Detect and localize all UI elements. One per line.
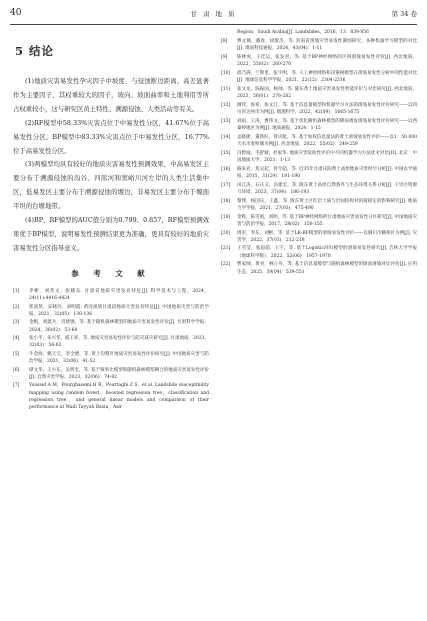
reference-number: [2] xyxy=(13,304,20,310)
reference-item xyxy=(221,54,417,69)
reference-number: [18] xyxy=(221,198,231,204)
reference-text: 牛金海，姚天宝，李全德，等. 黄土沟壑区地质灾害易发性评价研究[J]. 中国地质灾害与防治学报，2021，32(06)：41-52 xyxy=(29,351,209,365)
reference-item xyxy=(221,261,417,276)
reference-text: 金辉，陈雪娟，刘明，等. 基于BP神经网络的甘肃地质灾害易发性分区研究[J]. 中国地质灾害与防治学报，2017，28(02)：150-155 xyxy=(237,214,417,227)
reference-number: [15] xyxy=(221,150,231,156)
reference-text: 王雪莹，张超超，王宇，等. 基于Logistic回归模型的滑坡易发性研究[J]. 吉林大学学报（地球科学版），2022，52(06)：1957-1970 xyxy=(237,246,417,259)
right-column xyxy=(221,29,417,277)
reference-number: [8] xyxy=(221,38,228,44)
reference-number: [19] xyxy=(221,214,231,220)
reference-text: 孟晓捷，董新旺，曾庆航，等. 基于加权信息量法的黄土滑坡易发性评价——以1：50 000天水市麦积城为例[J]. 西北地质，2022，55(02)：249-259 xyxy=(237,134,417,147)
reference-text: 郭富贤，宋晓玲，刘明霞. 黄河流域甘肃段地质灾害发育特征[J]. 中国地质灾害与防治学报，2021，32(05)：130-136 xyxy=(29,304,209,317)
reference-item xyxy=(221,150,417,165)
reference-number: [7] xyxy=(13,383,20,389)
reference-text: 黎博，杨国庆，王鑫，等. 陇东黄土区红层土质与层间结构对斜坡稳定的影响研究[J]. 地质力学学报，2021，27(03)：475-490 xyxy=(237,198,417,211)
reference-number: [13] xyxy=(221,118,231,124)
reference-number: [11] xyxy=(221,86,231,92)
reference-item xyxy=(13,288,209,303)
reference-text: 曹家帅，黄亮，林立舟，等. 基于信息量模型与随机森林模型的陇南滑坡对比评价[J]. 应用生态，2025，39(04)：539-551 xyxy=(237,262,417,275)
reference-item xyxy=(221,38,417,53)
reference-text: 冯碧诚，毛舒城，杜家华. 地质灾害危险性评价中不同机器学习方法优劣对比[D]. 北京：中国地质大学，2021：1-13 xyxy=(237,150,417,163)
reference-number: [10] xyxy=(221,70,231,76)
reference-item xyxy=(13,319,209,334)
reference-text: 张文龙，陈振国，杨帅，等. 陇东黄土地质灾害易发性智能评价与对比研究[J]. 西北地质，2023，56(01)：276-282 xyxy=(237,86,417,99)
reference-item xyxy=(221,245,417,260)
reference-number: [21] xyxy=(221,246,231,252)
reference-item xyxy=(221,86,417,101)
page-number: 40 xyxy=(10,8,22,18)
reference-number: [6] xyxy=(13,367,20,373)
reference-text: 陈林虎，王佳运，张发君，等. 基于BP神经网络的区域滑坡易发性评价[J]. 西北地质，2022，55(02)：260-270 xyxy=(237,54,417,67)
volume-label: 第 34 卷 xyxy=(391,10,417,18)
journal-name: 甘 肃 地 质 xyxy=(190,10,237,18)
reference-text: 周军，李东，刘彬，等. 基于LR-RF模型的滑坡易发性评价——以铜川市耀州区为例[J]. 灾害学，2022，37(03)：212-218 xyxy=(237,230,417,243)
reference-text: Youssef A M，Pourghasemi H R，Pourtaghi Z S，et al. Landslide susceptibility mapping using random forest，boosted regression tree，classification and regression tree，and general linear models and comparison of their performance at Wadi Tayyah Basin，Asir xyxy=(29,383,209,411)
conclusion-paragraph-4: (4)BP、RF模型的AUC值分别为0.799、0.857，RF模型预测效果优于BP模型，说明易发性预测结果更为准确，更具有较好的地质灾害易发性分区指导意义。 xyxy=(13,216,209,252)
reference-item xyxy=(221,166,417,181)
reference-item xyxy=(221,118,417,133)
reference-text: 路来君，焦吴起，曾令超，等. 近35年甘肃庆阳黄土高原地质灾害时空分析[J]. 中国农学通报，2015，31(29)：181-190 xyxy=(237,166,417,179)
reference-number: [12] xyxy=(221,102,231,108)
reference-number: [16] xyxy=(221,166,231,172)
reference-number: [14] xyxy=(221,134,231,140)
running-header xyxy=(10,8,417,22)
reference-item xyxy=(221,214,417,229)
reference-number: [9] xyxy=(221,54,228,60)
conclusion-paragraph-3: (3)两模型均具有较好的地质灾害易发性预测效果，中高易发区主要分布于溯源侵蚀的沟谷、四郎河和窦峪川河左岸的人类生活集中区，低易发区主要分布于溯源侵蚀的塬边，非易发区主要分布于塬面平坦的台塬地带。 xyxy=(13,160,209,211)
reference-number: [3] xyxy=(13,320,20,326)
reference-item xyxy=(13,335,209,350)
reference-item xyxy=(221,182,417,197)
reference-text: 曹文钢，潘春，徐群杰，等. 河南省滑坡灾害易发性制图研究：多种机器学习模型的对比[J]. 地质科技通报，2024，43(04)：1-11 xyxy=(237,38,417,51)
header-rule xyxy=(10,24,417,25)
conclusion-paragraph-2: (2)RF模型中58.33%灾害点位于中易发性分区，41.67%位于高易发性分区，BP模型中83.33%灾害点位于中易发性分区，16.77%位于高易发性分区。 xyxy=(13,118,209,155)
reference-number: [17] xyxy=(221,182,231,188)
reference-text: 张小平，朱兴华，戚王祥，等. 地质灾害易发性评价与防灾减灾研究[J]. 甘肃地质，2023，32(03)：56-62 xyxy=(29,336,209,349)
reference-item xyxy=(221,102,417,117)
reference-text: 邱乃满，兰斯里，张宇明，等. 人工神经网络和决策树模型在滑坡易发性分析中的性能对比[J]. 地球信息科学学报，2021，22(12)：2304-2316 xyxy=(237,70,417,83)
left-column xyxy=(13,29,209,413)
reference-item xyxy=(13,382,209,411)
reference-item xyxy=(13,304,209,319)
reference-text: 田江涛，石庆义，冯建宏，等. 陇东黄土高原自然条件与生态环境关系分析[J]. 干旱区资源与环境，2023，37(04)：186-193 xyxy=(237,182,417,195)
reference-item xyxy=(221,198,417,213)
section-title: 5 结论 xyxy=(15,44,55,58)
reference-text: 刘雨，王涛，曹伟文，等. 基于优化随机森林模型的降雨诱发滑坡易发性评价研究——以西秦岭地区为例[J]. 地质通报，2024：1-15 xyxy=(237,118,417,131)
reference-text: 谭文华，王小东，吴明奎，等. 基于频率比模型和随机森林模型耦合的地质灾害易发性评价[J]. 自然灾害学报，2023，32(06)：74-82 xyxy=(29,367,209,380)
reference-item xyxy=(13,351,209,366)
reference-text: 阔拜，弥希，张文江，等. 基于信息量模型和机器学习方法的滑坡易发性评价研究——以四川省达州市为例[J]. 地理科学，2022，42(09)：1665-1675 xyxy=(237,102,417,115)
references-title: 参 考 文 献 xyxy=(71,268,151,278)
reference-number: [20] xyxy=(221,230,231,236)
reference-item xyxy=(13,367,209,382)
conclusion-paragraph-1: (1)地质灾害易发性孕灾因子中坡度、与侵蚀断边距离、高差显著作为主要因子，其权重较大的因子，坡向、坡面曲率和土地利用等所占权重较小，这与研究区黄土特性、溯源侵蚀、人类活动等有关。 xyxy=(13,77,209,113)
reference-continuation: Region，Saudi Arabia[J]. Landslides，2016，13：839-856 xyxy=(237,30,370,35)
reference-item xyxy=(221,70,417,85)
reference-number: [1] xyxy=(13,288,20,294)
reference-number: [4] xyxy=(13,336,20,342)
reference-text: 金帆，刘建兵，肖建强，等. 基于随机森林模型的地质灾害易发性评价[J]. 甘肃科学学报，2024，36(02)：53-60 xyxy=(29,320,209,333)
reference-text: 李彬，刘善文，张晓东. 甘肃省地质灾害发育特征[J]. 科学技术与工程，2024，24(11):4416-4424 xyxy=(29,288,209,302)
reference-item xyxy=(221,134,417,149)
reference-number: [22] xyxy=(221,262,231,268)
reference-number: [5] xyxy=(13,351,20,357)
reference-item xyxy=(221,230,417,245)
